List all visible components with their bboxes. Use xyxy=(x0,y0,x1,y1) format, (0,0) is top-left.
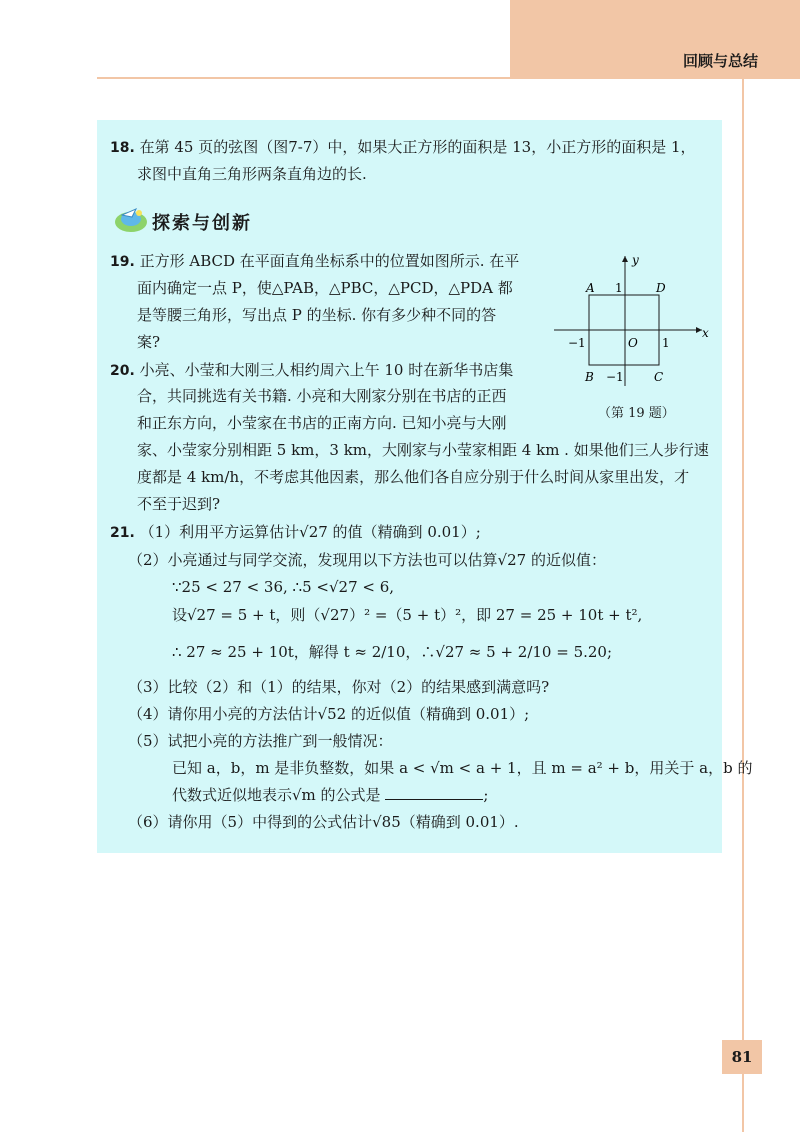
page-number: 81 xyxy=(722,1040,762,1074)
question-19-line2: 面内确定一点 P，使△PAB，△PBC，△PCD，△PDA 都 xyxy=(137,279,513,297)
part-2-line-3: ∴ 27 ≈ 25 + 10t，解得 t ≈ 2/10，∴√27 ≈ 5 + 2/10 = 5.20; xyxy=(172,643,613,661)
coordinate-figure xyxy=(552,250,712,390)
question-20-line2: 合，共同挑选有关书籍. 小亮和大刚家分别在书店的正西 xyxy=(137,387,507,405)
question-20-line3: 和正东方向，小莹家在书店的正南方向. 已知小亮与大刚 xyxy=(137,414,507,432)
part-5-line-2 xyxy=(172,785,488,805)
question-number: 18. xyxy=(110,140,135,156)
question-number: 19. xyxy=(110,254,135,270)
question-number: 21. xyxy=(110,525,135,541)
side-divider xyxy=(742,79,744,1132)
question-19-line3: 是等腰三角形，写出点 P 的坐标. 你有多少种不同的答 xyxy=(137,306,497,324)
tick-neg1-bottom: −1 xyxy=(606,370,624,384)
question-text: 小亮、小莹和大刚三人相约周六上午 10 时在新华书店集 xyxy=(139,361,514,379)
part-5-line-2-text: 代数式近似地表示√m 的公式是 xyxy=(172,786,381,804)
question-19 xyxy=(110,251,519,272)
question-18-line2: 求图中直角三角形两条直角边的长. xyxy=(137,165,367,183)
question-part-1: （1）利用平方运算估计√27 的值（精确到 0.01）; xyxy=(139,523,481,541)
label-b: B xyxy=(585,370,594,384)
question-part-2: （2）小亮通过与同学交流，发现用以下方法也可以估算√27 的近似值： xyxy=(128,551,606,569)
part-2-line-1: ∵25 < 27 < 36, ∴5 <√27 < 6, xyxy=(172,578,395,596)
part-2-line-2: 设√27 = 5 + t，则（√27）² =（5 + t）²，即 27 = 25 + 10t + t², xyxy=(172,606,643,624)
label-d: D xyxy=(656,281,666,295)
question-20 xyxy=(110,360,513,381)
part-5-line-2-end: ; xyxy=(483,786,489,804)
label-y: y xyxy=(632,253,639,267)
question-part-4: （4）请你用小亮的方法估计√52 的近似值（精确到 0.01）; xyxy=(128,705,530,723)
question-part-3: （3）比较（2）和（1）的结果，你对（2）的结果感到满意吗? xyxy=(128,678,550,696)
question-21 xyxy=(110,522,481,543)
figure-caption: （第 19 题） xyxy=(598,406,675,421)
question-text: 在第 45 页的弦图（图7-7）中，如果大正方形的面积是 13，小正方形的面积是 1， xyxy=(139,138,696,156)
question-20-line6: 不至于迟到? xyxy=(137,495,221,513)
question-18 xyxy=(110,137,696,158)
question-20-line5: 度都是 4 km/h，不考虑其他因素，那么他们各自应分别于什么时间从家里出发，才 xyxy=(137,468,690,486)
question-part-6: （6）请你用（5）中得到的公式估计√85（精确到 0.01）. xyxy=(128,813,519,831)
tick-1-right: 1 xyxy=(662,336,670,350)
section-title: 探索与创新 xyxy=(152,213,252,234)
question-text: 正方形 ABCD 在平面直角坐标系中的位置如图所示. 在平 xyxy=(139,252,520,270)
question-20-line4: 家、小莹家分别相距 5 km，3 km，大刚家与小莹家相距 4 km . 如果他们三人步行速 xyxy=(137,441,709,459)
question-number: 20. xyxy=(110,363,135,379)
answer-blank xyxy=(385,785,483,800)
part-5-line-1: 已知 a，b，m 是非负整数，如果 a < √m < a + 1，且 m = a² + b，用关于 a，b 的 xyxy=(172,759,753,777)
chapter-title: 回顾与总结 xyxy=(682,52,758,70)
tick-neg1-left: −1 xyxy=(568,336,586,350)
explore-icon xyxy=(112,203,150,235)
label-x: x xyxy=(702,326,709,340)
question-part-5: （5）试把小亮的方法推广到一般情况： xyxy=(128,732,393,750)
header-divider xyxy=(97,77,800,79)
tick-1-top: 1 xyxy=(615,281,623,295)
label-o: O xyxy=(628,336,638,350)
question-19-line4: 案? xyxy=(137,333,161,351)
label-c: C xyxy=(654,370,664,384)
label-a: A xyxy=(586,281,595,295)
